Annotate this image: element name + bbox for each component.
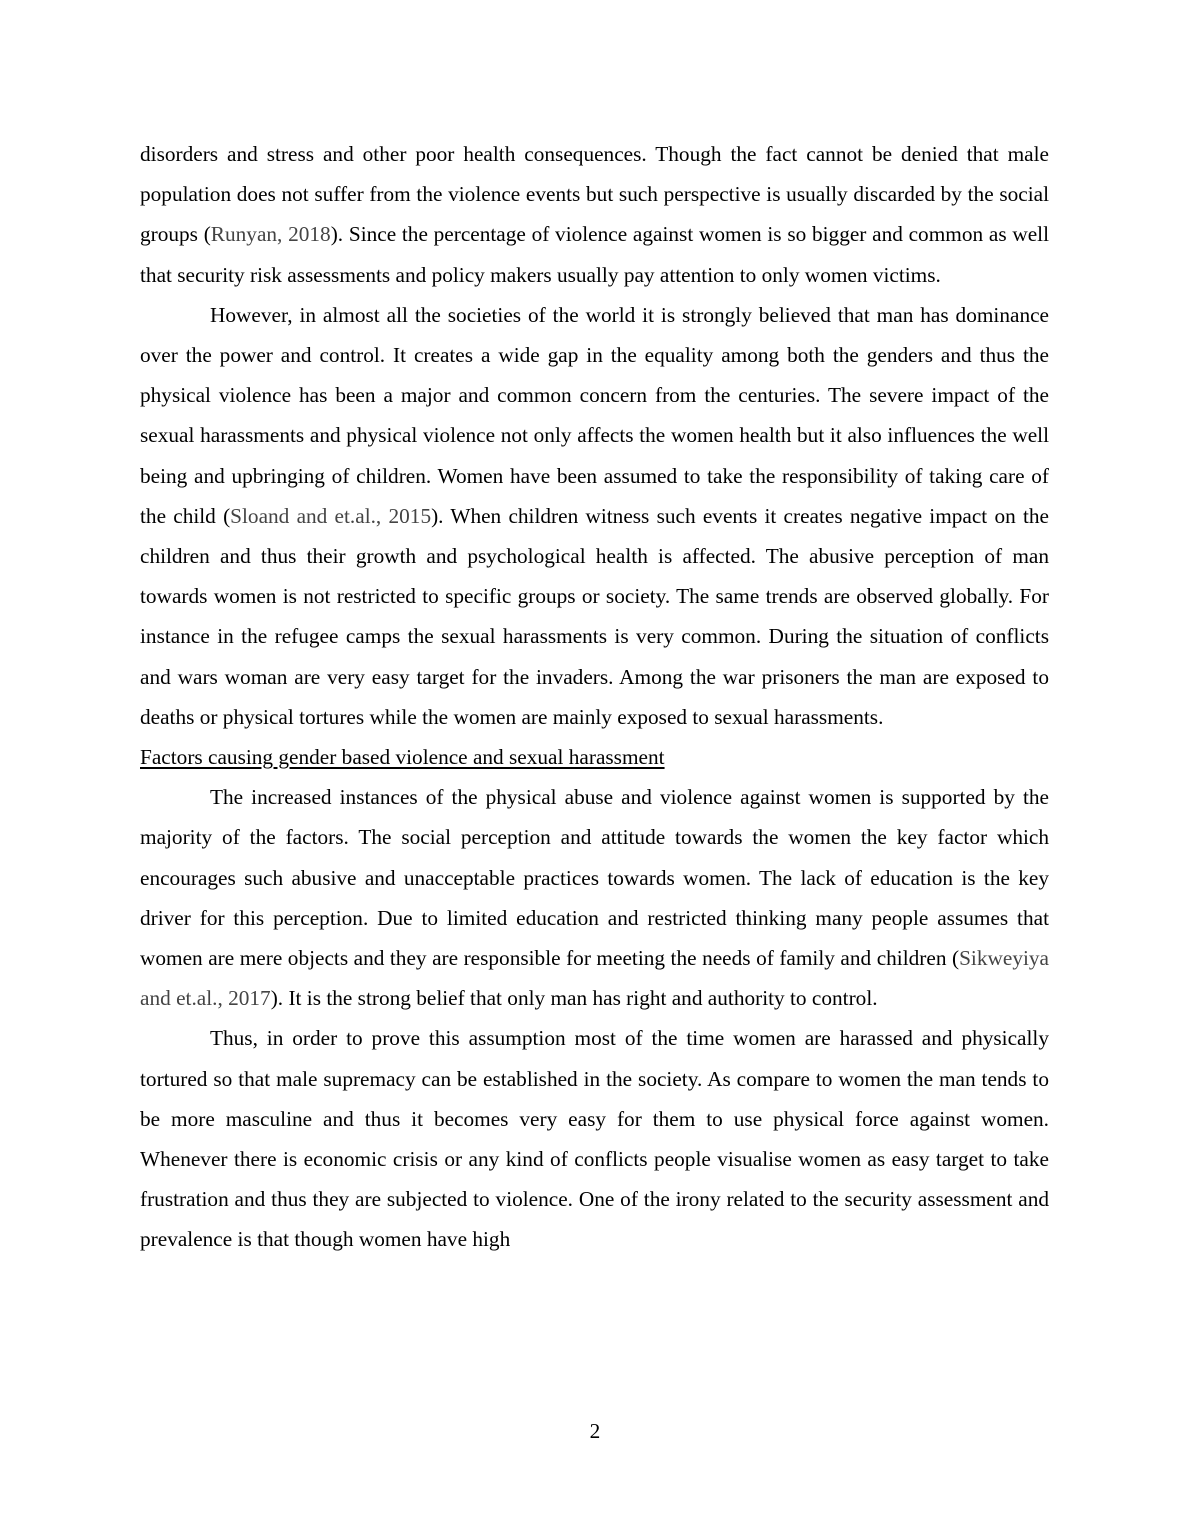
citation-sloand: Sloand and et.al., 2015 xyxy=(230,503,432,528)
paragraph-male-dominance xyxy=(140,295,1049,737)
citation-runyan: Runyan, 2018 xyxy=(210,222,331,247)
document-body xyxy=(140,134,1049,1260)
paragraph-text: disorders and stress and other poor health consequences. Though the fact cannot be denied that male population does not suffer from the violence events but such perspective is usually discarded by the social groups ( xyxy=(140,142,1049,247)
paragraph-factors xyxy=(140,777,1049,1018)
paragraph-male-supremacy: Thus, in order to prove this assumption most of the time women are harassed and physically tortured so that male supremacy can be established in the society. As compare to women the man tends to be more masculine and thus it becomes very easy for them to use physical force against women. Whenever there is economic crisis or any kind of conflicts people visualise women as easy target to take frustration and thus they are subjected to violence. One of the irony related to the security assessment and prevalence is that though women have high xyxy=(140,1026,1049,1252)
paragraph-text: The increased instances of the physical abuse and violence against women is supported by the majority of the factors. The social perception and attitude towards the women the key factor which encourages such abusive and unacceptable practices towards women. The lack of education is the key driver for this perception. Due to limited education and restricted thinking many people assumes that women are mere objects and they are responsible for meeting the needs of family and children ( xyxy=(140,785,1049,971)
paragraph-text: ). It is the strong belief that only man has right and authority to control. xyxy=(270,986,878,1011)
paragraph-health-consequences xyxy=(140,134,1049,295)
citation-sikweyiya: Sikweyiya and et.al., 2017 xyxy=(140,946,1049,1011)
paragraph-text: ). When children witness such events it creates negative impact on the children and thus their growth and psychological health is affected. The abusive perception of man towards women is not restricted to specific groups or society. The same trends are observed globally. For instance in the refugee camps the sexual harassments is very common. During the situation of conflicts and wars woman are very easy target for the invaders. Among the war prisoners the man are exposed to deaths or physical tortures while the women are mainly exposed to sexual harassments. xyxy=(140,503,1050,729)
paragraph-text: ). Since the percentage of violence against women is so bigger and common as well that security risk assessments and policy makers usually pay attention to only women victims. xyxy=(140,222,1049,287)
section-heading: Factors causing gender based violence and sexual harassment xyxy=(140,745,665,770)
page-number: 2 xyxy=(589,1419,601,1443)
paragraph-text: However, in almost all the societies of the world it is strongly believed that man has dominance over the power and control. It creates a wide gap in the equality among both the genders and thus the physical violence has been a major and common concern from the centuries. The severe impact of the sexual harassments and physical violence not only affects the women health but it also influences the well being and upbringing of children. Women have been assumed to take the responsibility of taking care of the child ( xyxy=(140,302,1049,528)
